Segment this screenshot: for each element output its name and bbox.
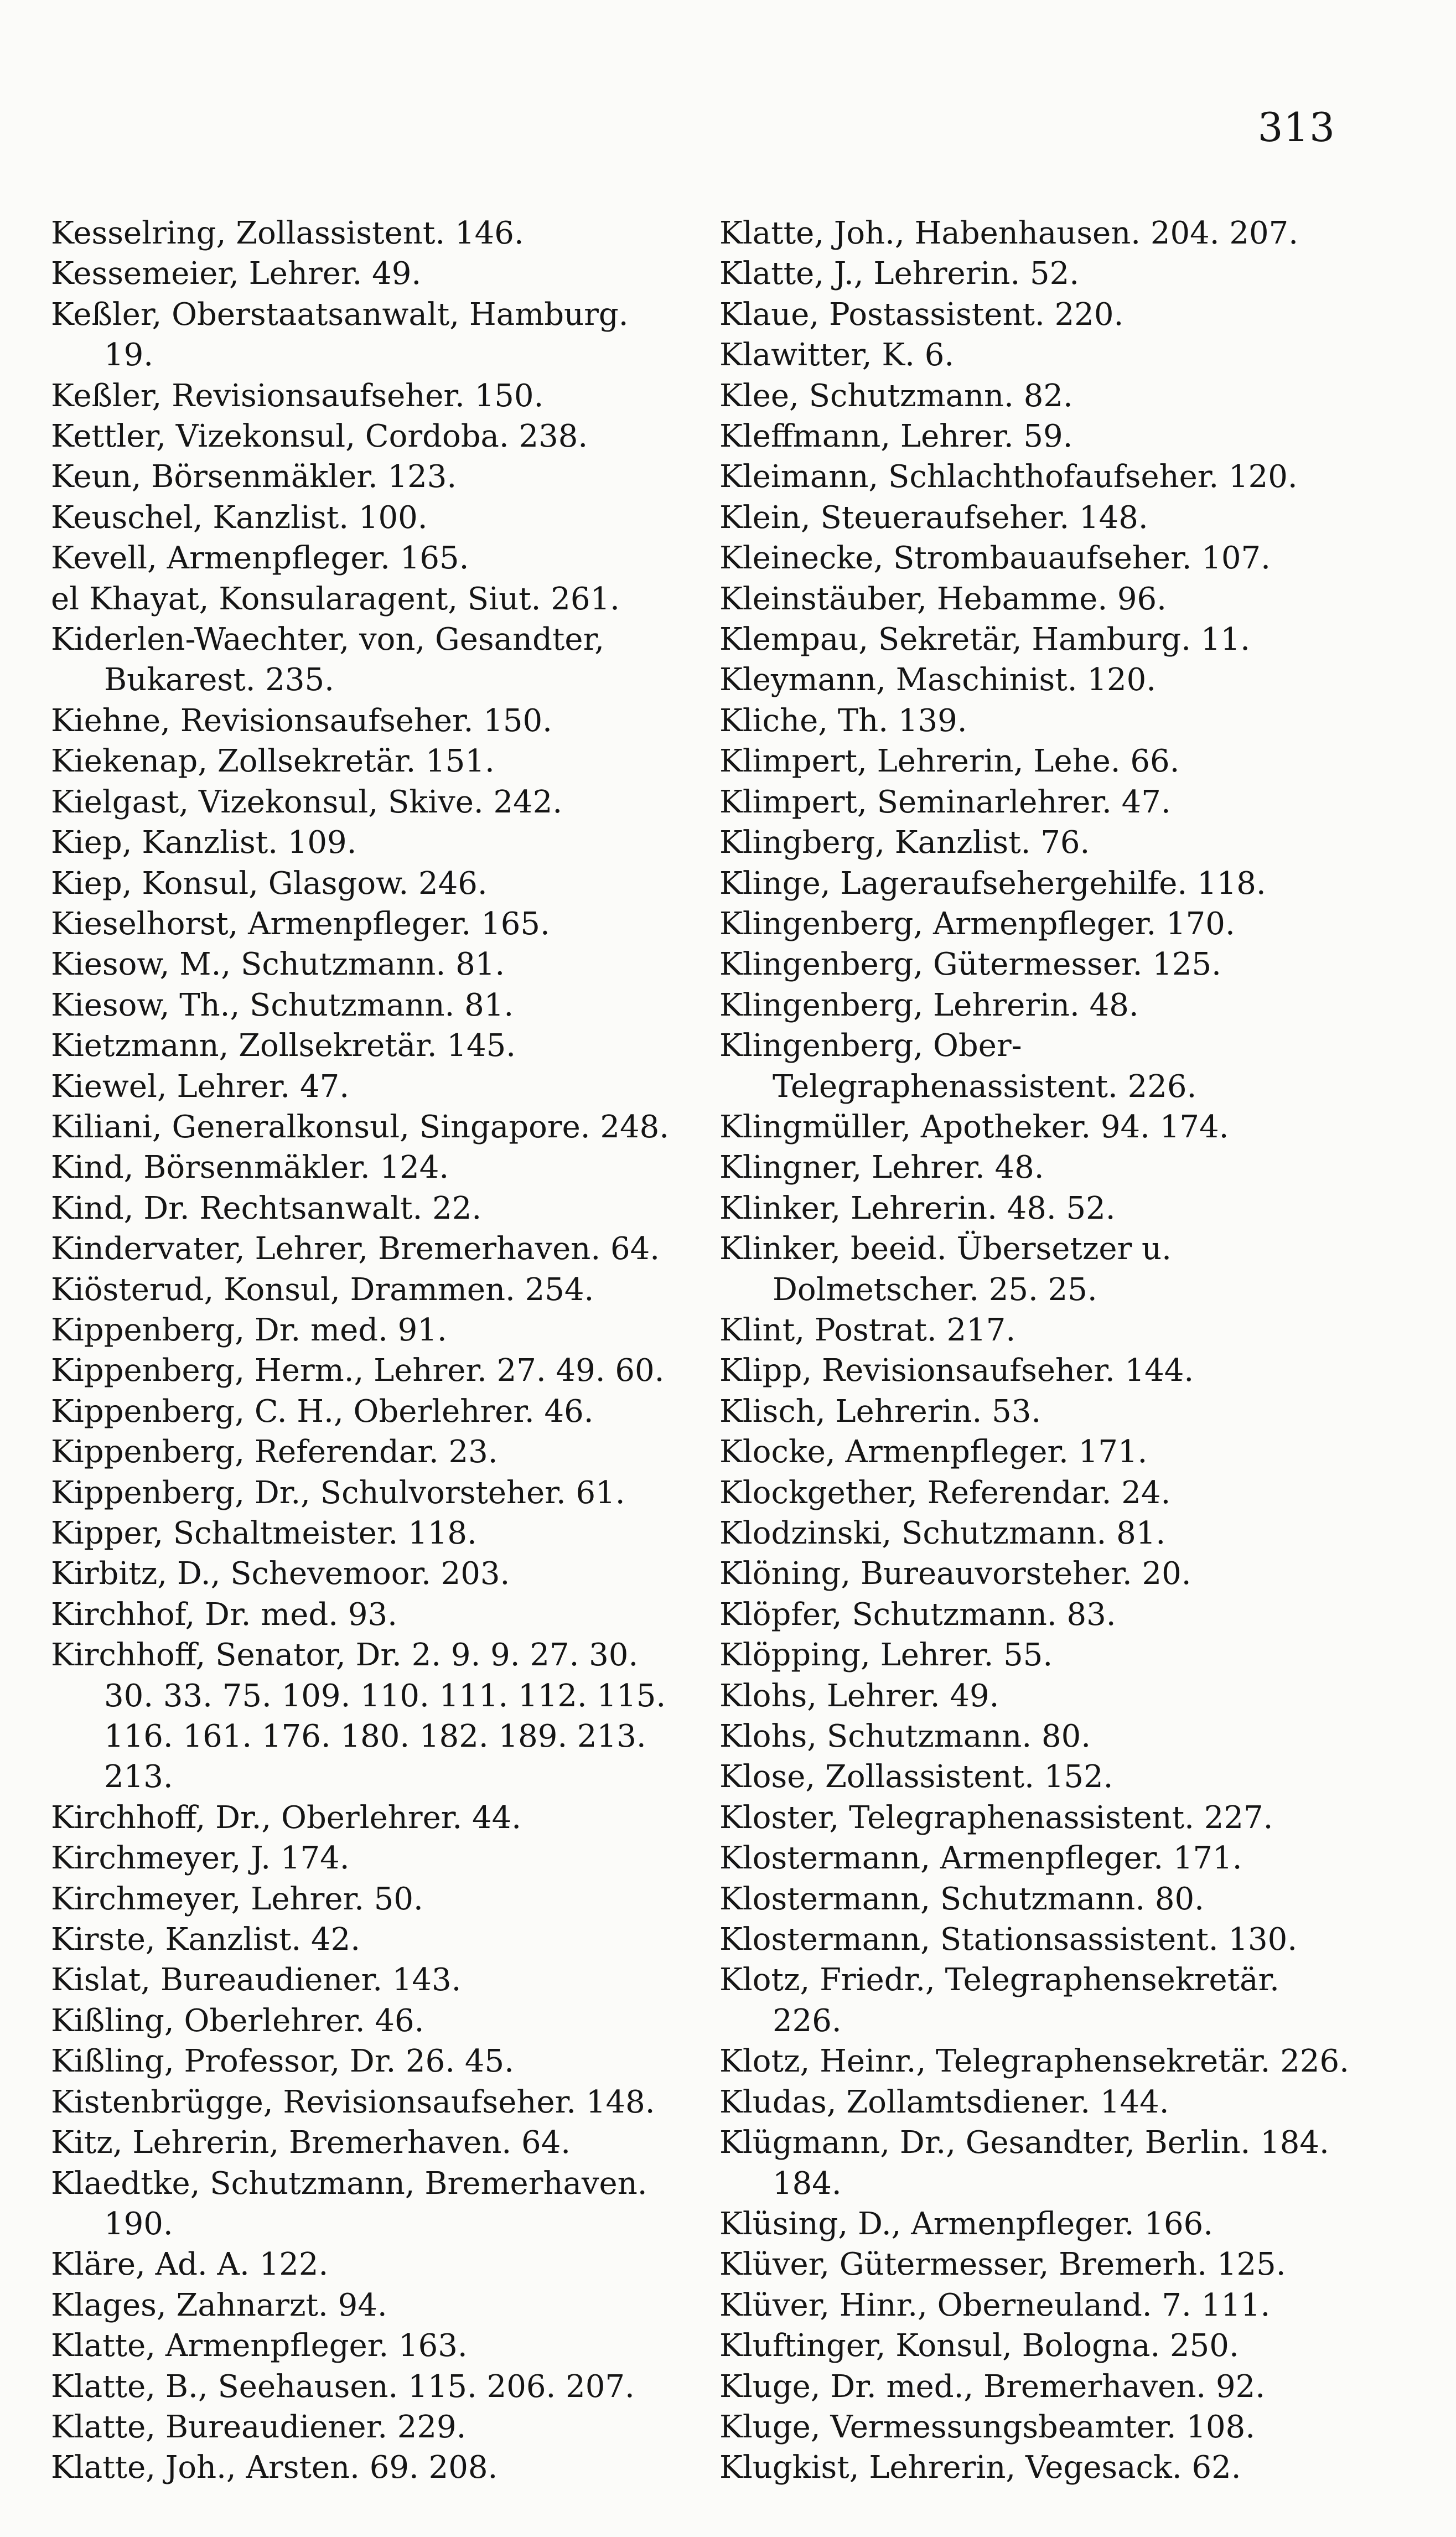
index-entry: Klostermann, Schutzmann. 80. xyxy=(719,1881,1204,1917)
index-entry: Klüver, Hinr., Oberneuland. 7. 111. xyxy=(719,2287,1271,2323)
index-entry: Keßler, Oberstaatsanwalt, Hamburg. 19. xyxy=(51,296,629,374)
left-column xyxy=(51,213,682,2488)
index-entry: Klein, Steueraufseher. 148. xyxy=(719,499,1148,536)
index-entry: Klügmann, Dr., Gesandter, Berlin. 184. 184. xyxy=(719,2125,1329,2202)
index-entry: Kißling, Oberlehrer. 46. xyxy=(51,2002,424,2039)
index-entry: Klohs, Schutzmann. 80. xyxy=(719,1718,1091,1755)
index-entry: Klostermann, Armenpfleger. 171. xyxy=(719,1840,1242,1877)
index-entry: Klingenberg, Lehrerin. 48. xyxy=(719,987,1139,1023)
index-entry: Klatte, J., Lehrerin. 52. xyxy=(719,256,1080,292)
index-entry: Kirste, Kanzlist. 42. xyxy=(51,1922,361,1958)
index-entry: Kind, Börsenmäkler. 124. xyxy=(51,1150,449,1186)
index-entry: Klüver, Gütermesser, Bremerh. 125. xyxy=(719,2246,1286,2283)
index-entry: Kleinstäuber, Hebamme. 96. xyxy=(719,581,1167,617)
index-entry: Keun, Börsenmäkler. 123. xyxy=(51,459,457,495)
index-entry: Klingner, Lehrer. 48. xyxy=(719,1150,1044,1186)
index-entry: Kistenbrügge, Revisionsaufseher. 148. xyxy=(51,2084,655,2120)
index-entry: Kirchhoff, Senator, Dr. 2. 9. 9. 27. 30. 30. 33. 75. 109. 110. 111. 112. 115. 116. 161. 176. 180. 182. 189. 213. 213. xyxy=(51,1637,666,1795)
page-number: 313 xyxy=(1257,104,1335,151)
index-entry: Kirchmeyer, Lehrer. 50. xyxy=(51,1881,423,1917)
index-entry: Klinker, beeid. Übersetzer u. Dolmetscher. 25. 25. xyxy=(719,1231,1172,1308)
index-entry: Kleymann, Maschinist. 120. xyxy=(719,662,1157,698)
index-entry: Klinge, Lageraufsehergehilfe. 118. xyxy=(719,865,1266,902)
index-entry: Kislat, Bureaudiener. 143. xyxy=(51,1962,462,1998)
index-entry: Kiliani, Generalkonsul, Singapore. 248. xyxy=(51,1109,670,1145)
index-entry: Keßler, Revisionsaufseher. 150. xyxy=(51,377,544,414)
index-entry: Klatte, Joh., Habenhausen. 204. 207. xyxy=(719,215,1299,251)
index-entry: Klingenberg, Ober-Telegraphenassistent. 226. xyxy=(719,1028,1197,1105)
index-entry: Klimpert, Lehrerin, Lehe. 66. xyxy=(719,743,1180,780)
index-entry: Kippenberg, C. H., Oberlehrer. 46. xyxy=(51,1393,594,1430)
index-entry: Kiderlen-Waechter, von, Gesandter, Bukarest. 235. xyxy=(51,622,604,698)
index-entry: Klocke, Armenpfleger. 171. xyxy=(719,1434,1148,1471)
index-entry: Kiesow, Th., Schutzmann. 81. xyxy=(51,987,514,1023)
index-entry: Klatte, Joh., Arsten. 69. 208. xyxy=(51,2450,498,2486)
index-entry: Kesselring, Zollassistent. 146. xyxy=(51,215,524,251)
index-entry: Klimpert, Seminarlehrer. 47. xyxy=(719,784,1171,820)
index-entry: Kiesow, M., Schutzmann. 81. xyxy=(51,946,505,983)
index-entry: Kluge, Vermessungsbeamter. 108. xyxy=(719,2409,1256,2445)
index-entry: Kirchhoff, Dr., Oberlehrer. 44. xyxy=(51,1799,522,1836)
index-entry: Klaedtke, Schutzmann, Bremerhaven. 190. xyxy=(51,2165,647,2242)
index-entry: Klee, Schutzmann. 82. xyxy=(719,377,1073,414)
index-entry: Kipper, Schaltmeister. 118. xyxy=(51,1515,477,1551)
right-column xyxy=(719,213,1350,2488)
index-entry: Kluge, Dr. med., Bremerhaven. 92. xyxy=(719,2368,1266,2405)
index-entry: Klotz, Heinr., Telegraphensekretär. 226. xyxy=(719,2043,1349,2080)
index-entry: Klodzinski, Schutzmann. 81. xyxy=(719,1515,1166,1551)
index-entry: Kettler, Vizekonsul, Cordoba. 238. xyxy=(51,418,588,455)
index-entry: Kietzmann, Zollsekretär. 145. xyxy=(51,1028,516,1064)
index-entry: Klatte, Bureaudiener. 229. xyxy=(51,2409,467,2445)
index-entry: Klempau, Sekretär, Hamburg. 11. xyxy=(719,622,1250,658)
index-entry: Kleinecke, Strombauaufseher. 107. xyxy=(719,540,1271,577)
index-entry: Kiep, Konsul, Glasgow. 246. xyxy=(51,865,488,902)
index-entry: Klawitter, K. 6. xyxy=(719,337,955,374)
index-entry: Klaue, Postassistent. 220. xyxy=(719,296,1124,333)
index-entry: Kleimann, Schlachthofaufseher. 120. xyxy=(719,459,1298,495)
index-entry: Klingberg, Kanzlist. 76. xyxy=(719,825,1090,861)
index-entry: Kieselhorst, Armenpfleger. 165. xyxy=(51,905,550,942)
index-entry: Klingenberg, Gütermesser. 125. xyxy=(719,946,1221,983)
index-entry: Klisch, Lehrerin. 53. xyxy=(719,1393,1042,1430)
index-entry: Kleffmann, Lehrer. 59. xyxy=(719,418,1073,455)
index-entry: Kessemeier, Lehrer. 49. xyxy=(51,256,422,292)
index-entry: Klohs, Lehrer. 49. xyxy=(719,1677,999,1714)
index-entry: Kludas, Zollamtsdiener. 144. xyxy=(719,2084,1169,2120)
index-entry: Klotz, Friedr., Telegraphensekretär. 226. xyxy=(719,1962,1279,2039)
index-entry: Kippenberg, Dr., Schulvorsteher. 61. xyxy=(51,1474,625,1511)
index-entry: Kiep, Kanzlist. 109. xyxy=(51,825,357,861)
index-entry: Klatte, B., Seehausen. 115. 206. 207. xyxy=(51,2368,635,2405)
index-entry: Kloster, Telegraphenassistent. 227. xyxy=(719,1799,1273,1836)
index-entry: Kluftinger, Konsul, Bologna. 250. xyxy=(719,2328,1239,2364)
index-entry: Kevell, Armenpfleger. 165. xyxy=(51,540,469,577)
index-entry: Kindervater, Lehrer, Bremerhaven. 64. xyxy=(51,1231,660,1267)
index-entry: Klostermann, Stationsassistent. 130. xyxy=(719,1922,1298,1958)
index-entry: Kitz, Lehrerin, Bremerhaven. 64. xyxy=(51,2125,571,2161)
index-entry: Kippenberg, Referendar. 23. xyxy=(51,1434,498,1471)
index-entry: Kläre, Ad. A. 122. xyxy=(51,2246,329,2283)
index-entry: Klingmüller, Apotheker. 94. 174. xyxy=(719,1109,1229,1145)
index-entry: Klinker, Lehrerin. 48. 52. xyxy=(719,1190,1116,1226)
index-entry: Kiewel, Lehrer. 47. xyxy=(51,1068,350,1105)
index-entry: Klockgether, Referendar. 24. xyxy=(719,1474,1171,1511)
index-entry: el Khayat, Konsularagent, Siut. 261. xyxy=(51,581,620,617)
index-entry: Kippenberg, Herm., Lehrer. 27. 49. 60. xyxy=(51,1353,665,1389)
index-entry: Kirbitz, D., Schevemoor. 203. xyxy=(51,1556,510,1592)
index-entry: Klüsing, D., Armenpfleger. 166. xyxy=(719,2205,1214,2242)
index-entry: Kielgast, Vizekonsul, Skive. 242. xyxy=(51,784,563,820)
index-entry: Kiehne, Revisionsaufseher. 150. xyxy=(51,702,552,739)
index-entry: Kippenberg, Dr. med. 91. xyxy=(51,1312,447,1348)
index-entry: Klöpfer, Schutzmann. 83. xyxy=(719,1596,1116,1633)
index-entry: Klatte, Armenpfleger. 163. xyxy=(51,2328,468,2364)
index-entry: Klöning, Bureauvorsteher. 20. xyxy=(719,1556,1191,1592)
index-entry: Klöpping, Lehrer. 55. xyxy=(719,1637,1053,1674)
index-entry: Klingenberg, Armenpfleger. 170. xyxy=(719,905,1235,942)
index-entry: Klages, Zahnarzt. 94. xyxy=(51,2287,387,2323)
index-entry: Kirchmeyer, J. 174. xyxy=(51,1840,350,1877)
index-entry: Klose, Zollassistent. 152. xyxy=(719,1759,1113,1795)
index-entry: Klugkist, Lehrerin, Vegesack. 62. xyxy=(719,2450,1241,2486)
index-entry: Klipp, Revisionsaufseher. 144. xyxy=(719,1353,1194,1389)
index-entry: Kind, Dr. Rechtsanwalt. 22. xyxy=(51,1190,482,1226)
index-entry: Kiösterud, Konsul, Drammen. 254. xyxy=(51,1271,594,1308)
index-entry: Kirchhof, Dr. med. 93. xyxy=(51,1596,397,1633)
index-entry: Klint, Postrat. 217. xyxy=(719,1312,1016,1348)
index-entry: Kliche, Th. 139. xyxy=(719,702,967,739)
index-entry: Kiekenap, Zollsekretär. 151. xyxy=(51,743,495,780)
index-entry: Kißling, Professor, Dr. 26. 45. xyxy=(51,2043,514,2080)
index-entry: Keuschel, Kanzlist. 100. xyxy=(51,499,428,536)
